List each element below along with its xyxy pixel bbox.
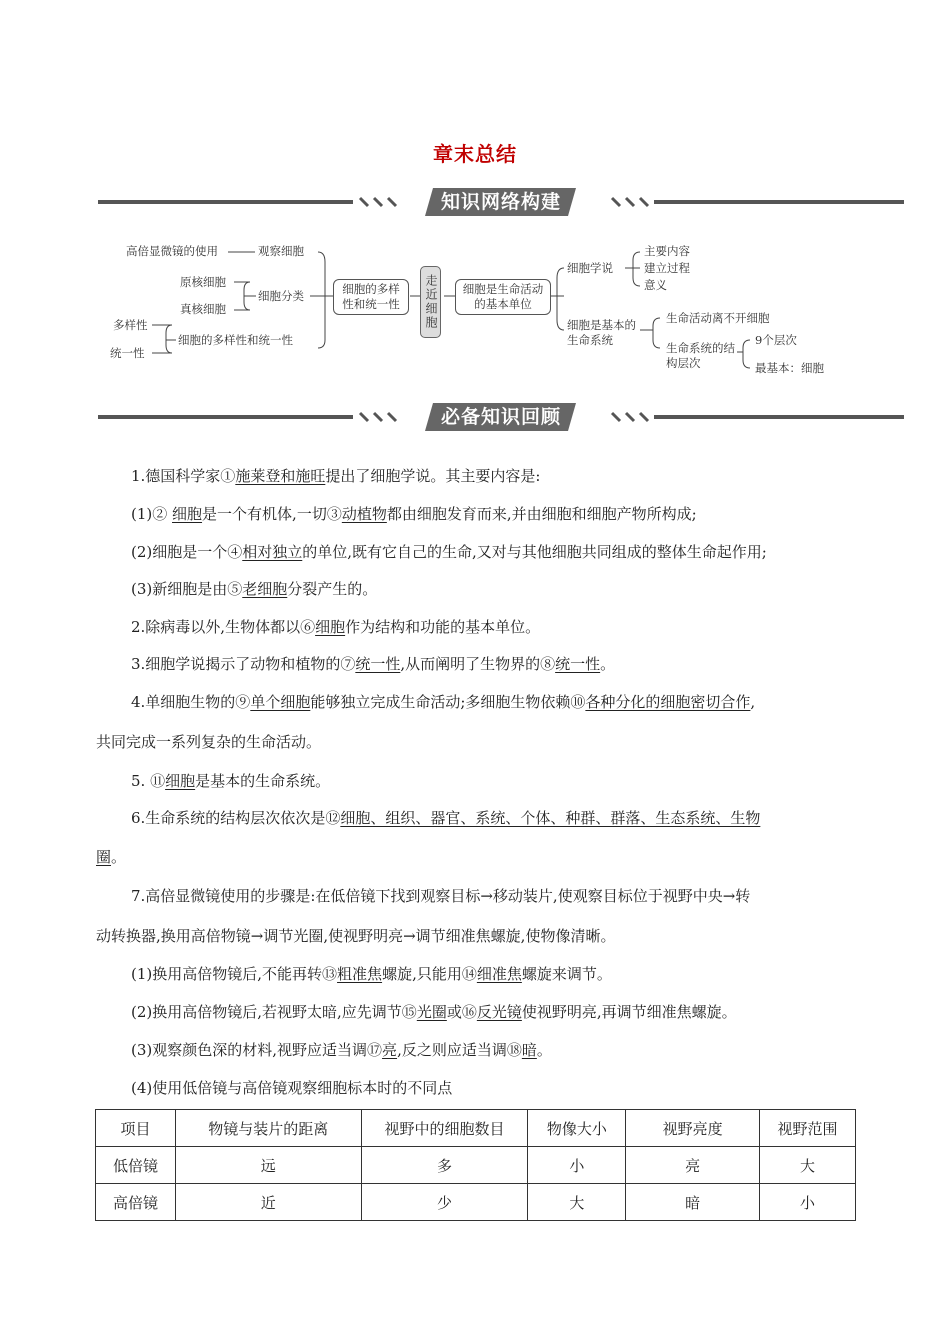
para-3: (2)细胞是一个④相对独立的单位,既有它自己的生命,又对与其他细胞共同组成的整体生命起作用; <box>131 543 767 561</box>
table-header-row <box>96 1110 856 1147</box>
mm-meaning: 意义 <box>644 278 667 292</box>
table-cell: 多 <box>361 1147 528 1184</box>
para-14: (1)换用高倍物镜后,不能再转⑬粗准焦螺旋,只能用⑭细准焦螺旋来调节。 <box>131 965 612 983</box>
para-4: (3)新细胞是由⑤老细胞分裂产生的。 <box>131 580 378 598</box>
mm-cell-theory: 细胞学说 <box>567 261 613 275</box>
table-cell: 大 <box>760 1147 856 1184</box>
para-13: 动转换器,换用高倍物镜→调节光圈,使视野明亮→调节细准焦螺旋,使物像清晰。 <box>96 927 616 945</box>
table-cell: 低倍镜 <box>96 1147 176 1184</box>
mm-observe-cells: 观察细胞 <box>258 244 304 258</box>
mm-microscope-use: 高倍显微镜的使用 <box>126 244 218 258</box>
mm-establish: 建立过程 <box>644 261 690 275</box>
mm-hierarchy: 生命系统的结构层次 <box>666 341 735 370</box>
para-1: 1.德国科学家①施莱登和施旺提出了细胞学说。其主要内容是: <box>131 467 541 485</box>
mm-eukaryote: 真核细胞 <box>180 302 226 316</box>
table-cell: 高倍镜 <box>96 1184 176 1221</box>
para-7: 4.单细胞生物的⑨单个细胞能够独立完成生命活动;多细胞生物依赖⑩各种分化的细胞密切合作, <box>131 693 756 711</box>
mm-prokaryote: 原核细胞 <box>180 275 226 289</box>
page-title: 章末总结 <box>433 142 517 166</box>
table-row <box>96 1147 856 1184</box>
table-cell: 暗 <box>626 1184 760 1221</box>
table-cell: 大 <box>528 1184 626 1221</box>
banner-label: 知识网络构建 <box>440 191 561 213</box>
table-row <box>96 1184 856 1221</box>
mm-main-content: 主要内容 <box>644 244 690 258</box>
table-cell: 近 <box>175 1184 361 1221</box>
para-9: 5. ⑪细胞是基本的生命系统。 <box>131 772 331 790</box>
table-header-cell: 物镜与装片的距离 <box>175 1110 361 1147</box>
mm-diversity-unity: 细胞的多样性和统一性 <box>178 333 293 347</box>
para-15: (2)换用高倍物镜后,若视野太暗,应先调节⑮光圈或⑯反光镜使视野明亮,再调节细准焦螺旋。 <box>131 1003 737 1021</box>
para-10: 6.生命系统的结构层次依次是⑫细胞、组织、器官、系统、个体、种群、群落、生态系统、生物 <box>131 809 761 827</box>
banner-label: 必备知识回顾 <box>440 406 561 428</box>
mm-center-node: 走近细胞 <box>420 266 441 338</box>
para-8: 共同完成一系列复杂的生命活动。 <box>96 733 322 751</box>
para-12: 7.高倍显微镜使用的步骤是:在低倍镜下找到观察目标→移动装片,使观察目标位于视野中央→转 <box>131 887 751 905</box>
table-header-cell: 物像大小 <box>528 1110 626 1147</box>
table-header-cell: 视野中的细胞数目 <box>361 1110 528 1147</box>
table-cell: 远 <box>175 1147 361 1184</box>
mm-most-basic: 最基本：细胞 <box>755 361 824 375</box>
table-header-cell: 视野范围 <box>760 1110 856 1147</box>
section-banner-knowledge-review <box>98 403 904 431</box>
comparison-table <box>95 1109 856 1221</box>
table-cell: 小 <box>528 1147 626 1184</box>
mm-unity: 统一性 <box>110 346 145 360</box>
table-cell: 少 <box>361 1184 528 1221</box>
para-5: 2.除病毒以外,生物体都以⑥细胞作为结构和功能的基本单位。 <box>131 618 541 636</box>
para-16: (3)观察颜色深的材料,视野应适当调⑰亮,反之则应适当调⑱暗。 <box>131 1041 552 1059</box>
table-header-cell: 视野亮度 <box>626 1110 760 1147</box>
mm-right-node: 细胞是生命活动的基本单位 <box>455 279 551 315</box>
para-11: 圈。 <box>96 848 127 866</box>
mm-nine-levels: 9个层次 <box>755 333 797 347</box>
mm-basic-system: 细胞是基本的生命系统 <box>567 318 636 347</box>
mm-inseparable: 生命活动离不开细胞 <box>666 311 770 325</box>
mm-diversity: 多样性 <box>113 318 148 332</box>
mindmap-connectors <box>0 0 950 400</box>
table-cell: 小 <box>760 1184 856 1221</box>
para-6: 3.细胞学说揭示了动物和植物的⑦统一性,从而阐明了生物界的⑧统一性。 <box>131 655 616 673</box>
para-2: (1)② 细胞是一个有机体,一切③动植物都由细胞发育而来,并由细胞和细胞产物所构成; <box>131 505 697 523</box>
para-17: (4)使用低倍镜与高倍镜观察细胞标本时的不同点 <box>131 1079 453 1097</box>
table-cell: 亮 <box>626 1147 760 1184</box>
mm-classification: 细胞分类 <box>258 289 304 303</box>
table-header-cell: 项目 <box>96 1110 176 1147</box>
mm-left-node: 细胞的多样性和统一性 <box>333 279 409 315</box>
